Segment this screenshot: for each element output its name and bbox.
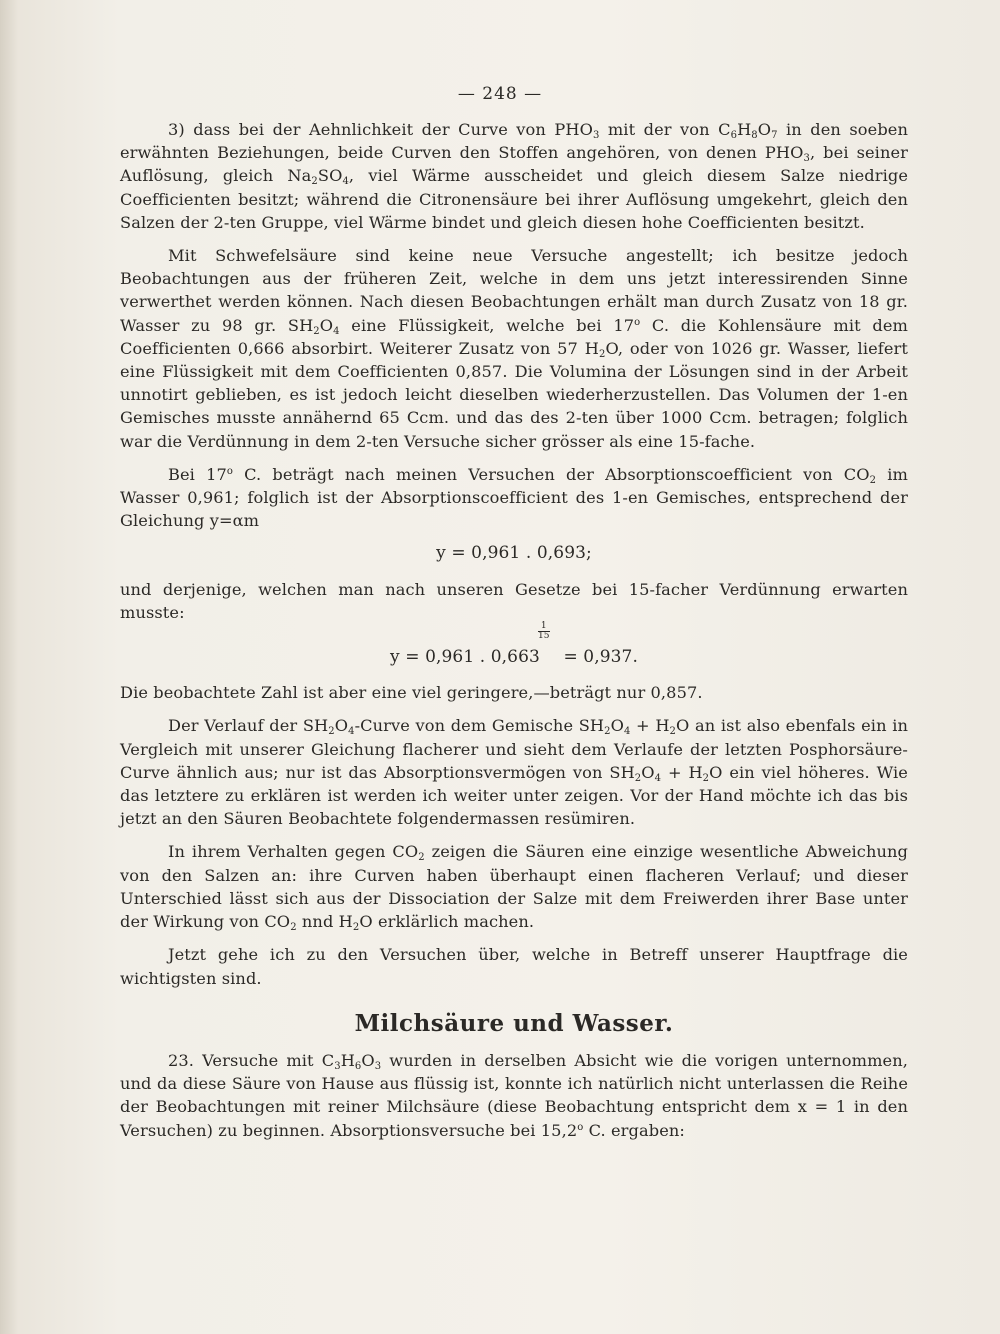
paragraph-6: Der Verlauf der $SH_2O_4$-Curve von dem Gemische $SH_2O_4 + H_2O$ an ist also ebenfals ein in Vergleich mit unserer Gleichung flacherer und sieht dem Verlaufe der letzten Posphorsäure-Curve ähnlich aus; nur ist das Absorptionsvermögen von $SH_2O_4 + H_2O$ ein viel höheres. Wie das letztere zu erklären ist werden ich weiter unter zeigen. Vor der Hand möchte ich das bis jetzt an den Säuren Beobachtete folgendermassen resümiren. [120,716,908,829]
body-text [120,118,908,1152]
paragraph-8: Jetzt gehe ich zu den Versuchen über, welche in Betreff unserer Hauptfrage die wichtigsten sind. [120,945,908,988]
exponent-fraction: $\frac{1}{15}$ [537,621,550,642]
paragraph-2: Mit Schwefelsäure sind keine neue Versuche angestellt; ich besitze jedoch Beobachtungen aus der früheren Zeit, welche in dem uns jetzt interessirenden Sinne verwerthet werden können. Nach diesen Beobachtungen erhält man durch Zusatz von 18 gr. Wasser zu 98 gr. $SH_2O_4$ eine Flüssigkeit, welche bei 17$^o$ C. die Kohlensäure mit dem Coefficienten 0,666 absorbirt. Weiterer Zusatz von 57 $H_2O$, oder von 1026 gr. Wasser, liefert eine Flüssigkeit mit dem Coefficienten 0,857. Die Volumina der Lösungen sind in der Arbeit unnotirt geblieben, es ist jedoch leicht dieselben wiederherzustellen. Das Volumen der 1-en Gemisches musste annähernd 65 Ccm. und das des 2-ten über 1000 Ccm. betragen; folglich war die Verdünnung in dem 2-ten Versuche sicher grösser als eine 15-fache. [120,246,908,451]
paragraph-9: 23. Versuche mit $C_3H_6O_3$ wurden in derselben Absicht wie die vorigen unternommen, und da diese Säure von Hause aus flüssig ist, konnte ich natürlich nicht unterlassen die Reihe der Beobachtungen mit reiner Milchsäure (diese Beobachtung entspricht dem x = 1 in den Versuchen) zu beginnen. Absorptionsversuche bei 15,2$^o$ C. ergaben: [120,1050,908,1140]
section-heading: Milchsäure und Wasser. [354,1009,674,1037]
paragraph-4: und derjenige, welchen man nach unseren Gesetze bei 15-facher Verdünnung erwarten musste: [120,579,908,622]
paragraph-7: In ihrem Verhalten gegen $CO_2$ zeigen die Säuren eine einzige wesentliche Abweichung von den Salzen an: ihre Curven haben überhaupt einen flacheren Verlauf; und dieser Unterschied lässt sich aus der Dissociation der Salze mit dem Freiwerden ihrer Base unter der Wirkung von $CO_2$ nnd $H_2O$ erklärlich machen. [120,842,908,934]
page-fold-shadow [0,0,18,1334]
paragraph-3: Bei 17$^o$ C. beträgt nach meinen Versuchen der Absorptionscoefficient von $CO_2$ im Wasser 0,961; folglich ist der Absorptionscoefficient des 1-en Gemisches, entsprechend der Gleichung y=αm [120,464,908,531]
paragraph-1: 3) dass bei der Aehnlichkeit der Curve von $PHO_3$ mit der von $C_6H_8O_7$ in den soeben erwähnten Beziehungen, beide Curven den Stoffen angehören, von denen $PHO_3$, bei seiner Auflösung, gleich $Na_2SO_4$, viel Wärme ausscheidet und gleich diesem Salze niedrige Coefficienten besitzt; während die Citronensäure bei ihrer Auflösung umgekehrt, gleich den Salzen der 2-ten Gruppe, viel Wärme bindet und gleich diesen hohe Coefficienten besitzt. [120,120,909,232]
equation-2: y = 0,961 . 0,663 $\frac{1}{15}$ = 0,937. [390,621,638,668]
equation-1: y = 0,961 . 0,693; [436,543,592,564]
paragraph-5: Die beobachtete Zahl ist aber eine viel geringere,—beträgt nur 0,857. [120,683,703,703]
page-number: — 248 — [457,84,543,104]
